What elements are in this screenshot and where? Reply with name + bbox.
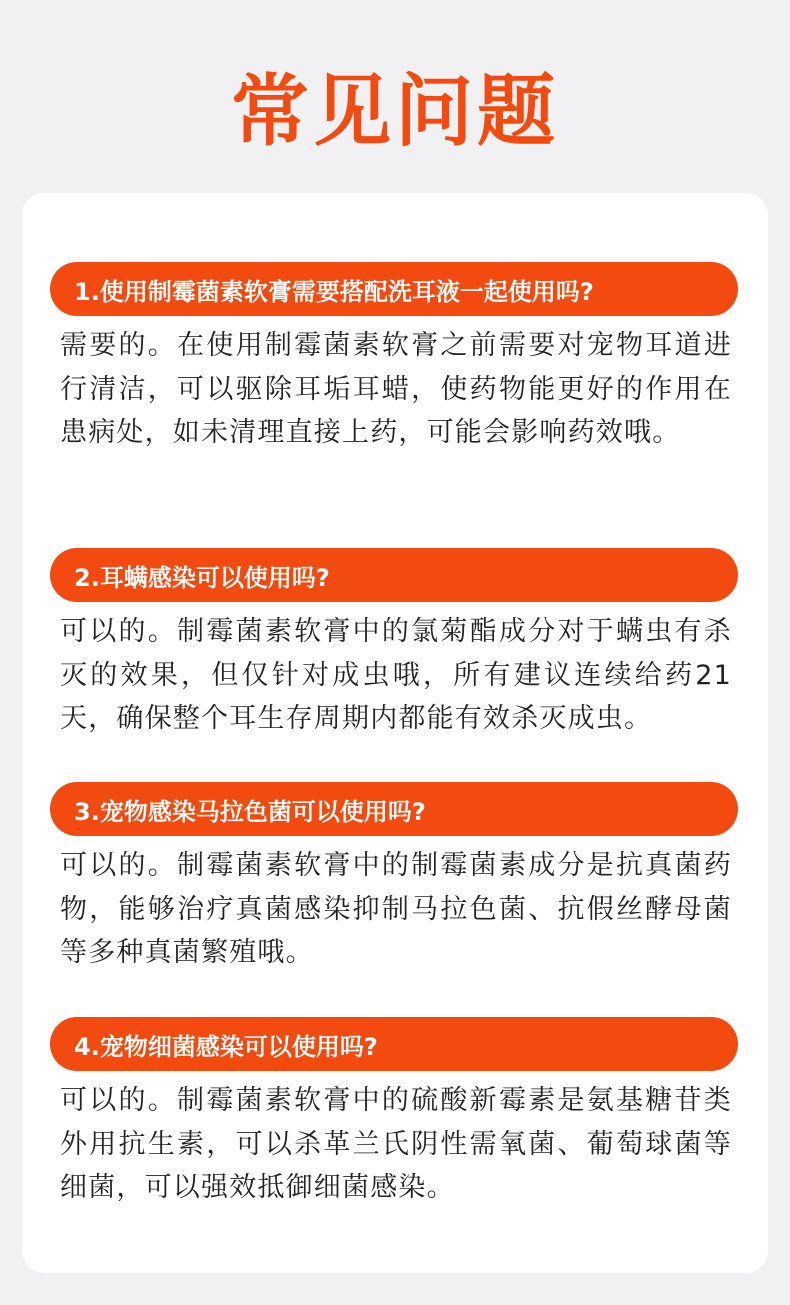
- faq-item-3: [50, 782, 738, 975]
- faq-answer-3: 可以的。制霉菌素软膏中的制霉菌素成分是抗真菌药物，能够治疗真菌感染抑制马拉色菌、抗假丝酵母菌等多种真菌繁殖哦。: [60, 850, 732, 968]
- faq-item-4: [50, 1017, 738, 1210]
- faq-card: [22, 193, 768, 1273]
- faq-question-3: 3.宠物感染马拉色菌可以使用吗?: [50, 782, 738, 836]
- faq-question-1: 1.使用制霉菌素软膏需要搭配洗耳液一起使用吗?: [50, 262, 738, 316]
- faq-answer-2: 可以的。制霉菌素软膏中的氯菊酯成分对于螨虫有杀灭的效果，但仅针对成虫哦，所有建议连续给药21天，确保整个耳生存周期内都能有效杀灭成虫。: [60, 616, 732, 734]
- faq-item-1: [50, 262, 738, 455]
- faq-answer-1: 需要的。在使用制霉菌素软膏之前需要对宠物耳道进行清洁，可以驱除耳垢耳蜡，使药物能更好的作用在患病处，如未清理直接上药，可能会影响药效哦。: [60, 330, 732, 448]
- faq-answer-4: 可以的。制霉菌素软膏中的硫酸新霉素是氨基糖苷类外用抗生素，可以杀革兰氏阴性需氧菌、葡萄球菌等细菌，可以强效抵御细菌感染。: [60, 1085, 732, 1203]
- page-title: 常见问题: [230, 67, 559, 157]
- faq-question-4: 4.宠物细菌感染可以使用吗?: [50, 1017, 738, 1071]
- faq-question-2: 2.耳螨感染可以使用吗?: [50, 548, 738, 602]
- faq-item-2: [50, 548, 738, 741]
